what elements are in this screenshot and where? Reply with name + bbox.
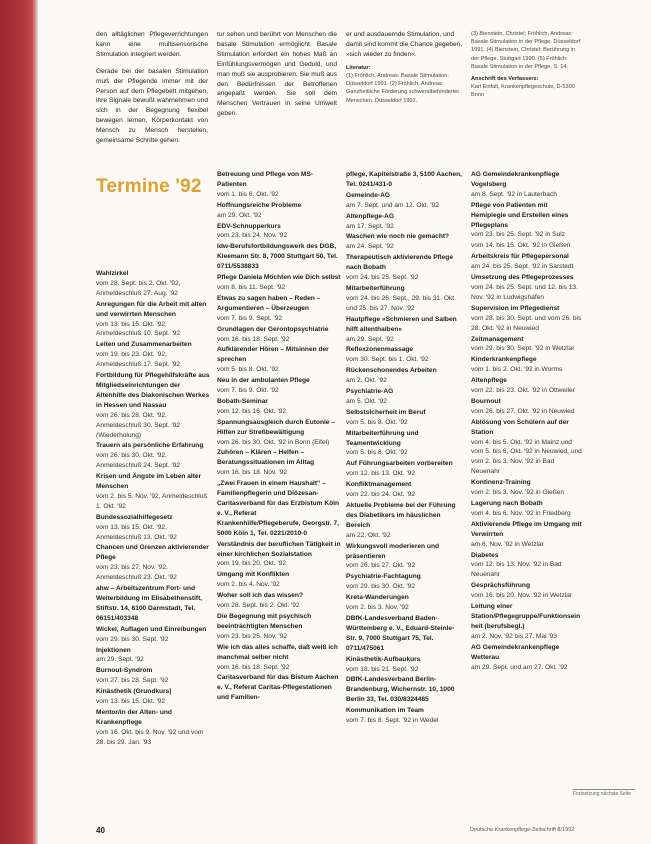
event-entry — [346, 655, 464, 675]
event-date: vom 26. bis 27. Okt. '92 in Neuwied — [471, 407, 575, 415]
event-date: vom 2. bis 3. Nov. '92 in Gießen — [471, 489, 565, 497]
event-title: Leiten und Zusammenarbeiten — [96, 341, 192, 349]
event-date: vom 14. bis 15. Okt. '92 in Gießen — [471, 242, 571, 250]
event-entry — [217, 170, 341, 200]
event-entry — [346, 408, 464, 428]
event-title: Diabetes — [471, 551, 499, 559]
event-title: Hautpflege »Schmieren und Salben hilft allenthalben« — [346, 315, 457, 333]
event-title: Ablösung von Schülern auf der Station — [471, 418, 569, 436]
event-title: AG Gemeindekrankenpflege Wetterau — [471, 643, 560, 661]
event-title: Mitarbeiterführung und Teamentwicklung — [346, 429, 419, 447]
event-entry — [471, 273, 583, 303]
event-date: vom 12. bis 13. Nov. '92 in Bad Neuenahr — [471, 561, 562, 579]
top-column-1 — [96, 30, 208, 150]
event-entry — [217, 612, 341, 642]
event-entry — [217, 673, 341, 703]
event-entry — [96, 340, 211, 370]
event-entry — [346, 284, 464, 314]
event-entry — [471, 201, 583, 241]
event-date: vom 1. bis 2. Okt. '92 in Worms — [471, 366, 563, 374]
event-title: Verständnis der beruflichen Tätigkeit in einer kirchlichen Sozialstation — [217, 540, 341, 558]
event-date: vom 1. bis 6. Okt. '92 — [217, 190, 279, 198]
top-column-4 — [471, 30, 581, 154]
event-title: AG Gemeindekrankenpflege Vogelsberg — [471, 171, 560, 188]
event-entry — [96, 646, 211, 666]
event-title: Kontinenz-Training — [471, 479, 531, 487]
event-date: vom 23. bis 25. Sept. '92 in Sulz — [471, 231, 565, 239]
event-date: vom 16. bis 18. Sept. '92 — [217, 663, 290, 671]
event-title: Bundessozialhilfegesetz — [96, 513, 173, 521]
event-date: am 2. Nov. '92 bis 27. Mai '93 — [471, 632, 557, 640]
event-title: Fortbildung für Pflegehilfskräfte aus Mitgliedseinrichtungen der Altenhilfe des Diakonischen Werkes in Hessen und Nassau — [96, 372, 210, 409]
event-entry — [471, 551, 583, 581]
event-title: Kommunikation im Team — [346, 707, 424, 715]
event-date: vom 5. bis 8. Okt. '92 — [217, 366, 279, 374]
event-date: vom 29. bis 30. Sept. '92 in Wetzlar — [471, 345, 575, 353]
event-date: vom 18. bis 21. Sept. '92 — [346, 665, 419, 673]
event-entry — [471, 418, 583, 477]
event-title: Bobath-Seminar — [217, 397, 268, 405]
event-entry — [346, 614, 464, 654]
event-date: vom 19. bis 23. Okt. '92, Anmeldeschluß 17. Sept. '92 — [96, 351, 181, 369]
event-entry — [346, 315, 464, 345]
event-entry — [471, 520, 583, 550]
event-entry — [346, 345, 464, 365]
event-entry — [217, 591, 341, 611]
events-column-2 — [217, 170, 341, 820]
event-entry — [217, 643, 341, 673]
event-title: Injektionen — [96, 646, 131, 654]
event-date: vom 26. bis 30. Okt. '92, Anmeldeschluß 24. Sept. '92 — [96, 452, 181, 470]
event-entry — [471, 376, 583, 396]
event-date: am 29. Okt. '92 — [217, 211, 262, 219]
events-column-4 — [471, 170, 583, 785]
event-title: „Zwei Frauen in einem Haushalt“ – Familienpflegerin und Diözesan-Caritasverband für das Erzbistum Köln e. V., Referat Krankenhilfe/Pflegeberufe, Georgstr. 7, 5000 Köln 1, Tel. 0221/2010-0 — [217, 480, 340, 537]
event-date: vom 22. bis 24. Okt. '92 — [346, 491, 416, 499]
event-date: vom 29. bis 30. Okt. '92 — [346, 583, 416, 591]
event-title: Supervision im Pflegedienst — [471, 304, 560, 312]
event-date: vom 2. bis 4. Nov. '92 — [217, 581, 280, 589]
event-date: vom 4. bis 6. Nov. '92 in Friedberg — [471, 509, 571, 517]
event-entry — [217, 325, 341, 345]
event-entry — [471, 643, 583, 673]
event-entry — [346, 706, 464, 726]
event-title: Spannungsausgleich durch Eutonie – Hilfen zur Streßbewältigung — [217, 418, 335, 436]
event-title: Kinästhetik (Grundkurs) — [96, 688, 172, 696]
event-entry — [346, 675, 464, 705]
event-date: vom 26. bis 30. Okt. '92 in Bonn (Eifel) — [217, 438, 330, 446]
event-title: Gemeinde-AG — [346, 191, 390, 199]
continuation-note: Fortsetzung nächste Seite — [573, 791, 632, 797]
event-date: vom 16. bis 18. Sept. '92 — [217, 335, 290, 343]
event-date: vom 7. bis 9. Sept. '92 — [217, 314, 283, 322]
event-title: Mentor/in der Alten- und Krankenpflege — [96, 708, 172, 726]
event-entry — [217, 294, 341, 324]
literature-label: Literatur: — [346, 64, 371, 71]
event-title: Burnout-Syndrom — [96, 667, 153, 675]
event-date: vom 8. bis 11. Sept. '92 — [217, 283, 286, 291]
event-date: vom 13. bis 15. Okt. '92 — [96, 698, 166, 706]
event-entry — [471, 170, 583, 200]
event-entry — [471, 335, 583, 355]
event-entry — [96, 666, 211, 686]
event-date: vom 7. bis 9. Okt. '92 — [217, 387, 279, 395]
event-date: vom 28. Sept. bis 2. Okt. '92, Anmeldeschluß 27. Aug. '92 — [96, 279, 181, 297]
event-title: Auf Führungsarbeiten vorbereiten — [346, 460, 453, 468]
event-title: Zuhören – Klären – Helfen – Beratungssituationen im Alltag — [217, 449, 315, 467]
event-title: Umsetzung des Pflegeprozesses — [471, 274, 574, 282]
footnote-rule — [573, 789, 635, 790]
event-date: vom 23. bis 25. Nov. '92 — [217, 632, 288, 640]
event-entry — [346, 593, 464, 613]
event-entry — [346, 253, 464, 283]
event-title: Caritasverband für das Bistum Aachen e. V., Referat Caritas-Pflegestationen und Familien- — [217, 674, 339, 702]
event-entry — [471, 304, 583, 334]
event-title: Anregungen für die Arbeit mit alten und verwirrten Menschen — [96, 300, 207, 318]
event-entry — [217, 448, 341, 478]
event-entry — [471, 241, 583, 251]
event-date: am 2. Okt. '92 — [346, 377, 387, 385]
event-title: Rückenschonendes Arbeiten — [346, 367, 437, 375]
event-entry — [346, 191, 464, 211]
event-title: Wickel, Auflagen und Einreibungen — [96, 625, 207, 633]
event-date: vom 7. bis 8. Sept. '92 in Wedel — [346, 717, 439, 725]
event-date: vom 29. bis 30. Sept. '92 — [96, 635, 169, 643]
event-entry — [96, 687, 211, 707]
event-title: Hoffnungsreiche Probleme — [217, 201, 302, 209]
event-title: Kreta-Wanderungen — [346, 594, 409, 602]
event-entry — [96, 371, 211, 440]
event-entry — [471, 252, 583, 272]
event-date: vom 16. bis 20. Nov. '92 in Wetzlar — [471, 592, 573, 600]
event-title: Kinästhetik-Aufbaukurs — [346, 655, 421, 663]
event-entry — [217, 242, 341, 272]
event-date: am 24. Sept. '92 — [346, 243, 394, 251]
event-title: Bournout — [471, 397, 501, 405]
event-entry — [346, 459, 464, 479]
event-entry — [217, 479, 341, 538]
event-entry — [217, 201, 341, 221]
event-title: Woher soll ich das wissen? — [217, 592, 303, 600]
event-entry — [471, 397, 583, 417]
event-date: vom 2. bis 5. Nov. '92, Anmeldeschluß 1. Okt. '92 — [96, 492, 208, 510]
literature-text: (1) Fröhlich, Andreas: Basale Stimulation. Düsseldorf 1991. (2) Fröhlich, Andreas: Ganzheitliche Förderung schwerstbehinderter Menschen. Düsseldorf 1992. — [346, 72, 460, 104]
events-column-3 — [346, 170, 464, 820]
journal-footer: Deutsche Krankenpflege-Zeitschrift 8/1992 — [470, 827, 575, 833]
event-entry — [217, 570, 341, 590]
event-title: Wahlzirkel — [96, 270, 129, 277]
event-date: am 29. Sept. '92 — [346, 335, 394, 343]
event-date: vom 5. bis 8. Okt. '92 — [346, 449, 408, 457]
event-entry — [471, 499, 583, 519]
event-title: Altenpflege-AG — [346, 212, 394, 220]
event-entry — [96, 269, 211, 299]
event-date: am 6. Nov. '92 in Wetzlar — [471, 540, 544, 548]
event-title: Leitung einer Station/Pflegegruppe/Funktionseinheit (berufsbegl.) — [471, 603, 581, 630]
event-date: vom 5. bis 8. Okt. '92 — [346, 418, 408, 426]
event-entry — [346, 366, 464, 386]
event-title: Wie ich das alles schaffe, daß weiß ich manchmal selber nicht — [217, 643, 338, 661]
event-entry — [346, 232, 464, 252]
event-date: vom 26. bis 27. Okt. '92 — [346, 562, 416, 570]
event-title: Psychiatrie-AG — [346, 388, 394, 396]
event-entry — [217, 397, 341, 417]
event-title: Gesprächsführung — [471, 582, 530, 590]
event-entry — [471, 478, 583, 498]
event-title: Psychiatrie-Fachtagung — [346, 573, 421, 581]
event-title: Konfliktmanagement — [346, 481, 412, 489]
event-date: am 5. Okt. '92 — [346, 397, 387, 405]
event-title: Die Begegnung mit psychisch beeinträchtigten Menschen — [217, 612, 312, 630]
event-date: vom 12. bis 13. Okt. '92 — [346, 470, 416, 478]
event-entry — [346, 501, 464, 541]
event-title: EDV-Schnupperkurs — [217, 222, 281, 230]
literature-text: (3) Bienstein, Christel; Fröhlich, Andreas: Basale Stimulation in der Pflege. Düsseldorf 1991. (4) Bienstein, Christel: Berührung in der Pflege. Stuttgart 1990. (5) Fröhlich: Basale Stimulation in der Pflege, S. 14. — [471, 31, 581, 70]
event-title: Aufklärender Hören – Mitsinnen der sprechen — [217, 346, 329, 364]
event-entry — [217, 273, 341, 293]
event-entry — [96, 584, 211, 624]
event-title: Reflexzonenmassage — [346, 346, 414, 354]
event-entry — [217, 376, 341, 396]
event-entry — [96, 543, 211, 583]
events-column-1 — [96, 269, 211, 821]
event-date: vom 22. bis 23. Okt. '92 in Ottweiler — [471, 387, 575, 395]
event-date: am 22. Okt. '92 — [346, 531, 391, 539]
event-title: Wirkungsvoll moderieren und präsentieren — [346, 542, 439, 560]
top-paragraph: den alltäglichen Pflegeverrichtungen kann eine multisensorische Stimulation integriert werden. — [96, 31, 208, 58]
event-date: vom 2. bis 3. Nov. '92 — [346, 604, 409, 612]
binding-spine — [0, 0, 38, 844]
event-entry — [471, 602, 583, 642]
event-date: vom 23. bis 27. Nov. '92, Anmeldeschluß 23. Okt. '92 — [96, 564, 177, 582]
event-entry — [346, 387, 464, 407]
event-title: Krisen und Ängste im Leben alter Menschen — [96, 473, 202, 491]
event-title: Mitarbeiterführung — [346, 284, 405, 292]
author-label: Anschrift des Verfassers: — [471, 76, 539, 83]
event-entry — [96, 300, 211, 340]
event-title: pflege, Kapitelstraße 3, 5100 Aachen, Tel. 0241/431-0 — [346, 171, 462, 188]
event-date: vom 24. bis 25. Sept. '92 — [346, 274, 419, 282]
event-entry — [96, 625, 211, 645]
event-entry — [346, 542, 464, 572]
event-date: vom 27. bis 28. Sept. '92 — [96, 677, 169, 685]
event-date: am 17. Sept. '92 — [346, 222, 394, 230]
event-entry — [346, 572, 464, 592]
event-title: Aktuelle Probleme bei der Führung des Diabetikers im häuslichen Bereich — [346, 502, 456, 529]
event-title: DBfK-Landesverband Berlin-Brandenburg, Wichernstr. 10, 1000 Berlin 33, Tel. 030/8324485 — [346, 676, 455, 704]
event-date: am 29. Sept. '92 — [96, 656, 144, 664]
event-date: vom 30. Sept. bis 1. Okt. '92 — [346, 356, 429, 364]
event-title: Selbstsicherheit im Beruf — [346, 408, 426, 416]
event-entry — [96, 472, 211, 512]
event-title: Chancen und Grenzen aktivierender Pflege — [96, 544, 209, 562]
event-title: Altenpflege — [471, 377, 507, 385]
event-title: Trauern als persönliche Erfahrung — [96, 442, 204, 450]
event-entry — [346, 212, 464, 232]
author-text: Karl Einfalt, Krankenpflegeschule, D-5300 Bonn — [471, 84, 575, 99]
event-date: vom 13. bis 15. Okt. '92, Anmeldeschluß 10. Sept. '92 — [96, 320, 181, 338]
page-number: 40 — [96, 826, 105, 835]
event-entry — [471, 355, 583, 375]
event-title: Idw-Berufsfortbildungswerk des DGB, Kleemann Str. 8, 7000 Stuttgart 50, Tel. 0711/5538833 — [217, 243, 338, 271]
event-title: Betreuung und Pflege von MS-Patienten — [217, 171, 313, 188]
event-title: DBfK-Landesverband Baden-Württemberg e. V., Eduard-Steinle-Str. 9, 7000 Stuttgart 75, Tel. 0711/475061 — [346, 614, 455, 652]
event-date: vom 24. bis 26. Sept., 29. bis 31. Okt. und 25. bis 27. Nov. '92 — [346, 294, 456, 312]
top-paragraph: er und ausdauernde Stimulation, und damit sind kommt die Chance gegeben, »sich wieder zu finden«. — [346, 31, 463, 58]
event-title: Waschen wie noch nie gemacht? — [346, 233, 450, 241]
event-entry — [96, 441, 211, 471]
event-date: vom 16. Okt. bis 9. Nov. '92 und vom 28. bis 29. Jan. '93 — [96, 728, 204, 746]
event-entry — [346, 480, 464, 500]
event-entry — [96, 513, 211, 543]
event-date: vom 28. bis 30. Sept. und vom 26. bis 28. Okt. '92 in Neuwied — [471, 314, 582, 332]
top-column-3 — [346, 30, 464, 154]
top-column-2 — [217, 30, 337, 150]
event-title: Grundlagen der Gerontopsychiatrie — [217, 325, 329, 333]
event-date: am 7. Sept. und am 12. Okt. '92 — [346, 201, 439, 209]
event-date: vom 19. bis 20. Okt. '92 — [217, 560, 287, 568]
event-date: am 24. bis 25. Sept. '92 in Sarstedt — [471, 263, 574, 271]
event-title: Lagerung nach Bobath — [471, 500, 543, 507]
event-date: vom 13. bis 15. Okt. '92, Anmeldeschluß 13. Okt. '92 — [96, 523, 177, 541]
event-title: Pflege Daniela Möchten wie Dich selbst — [217, 274, 341, 282]
event-title: Therapeutisch aktivierende Pflege nach Bobath — [346, 254, 454, 272]
event-title: ahw – Arbeitszentrum Fort- und Weiterbildung im Elisabethenstift, Stiftstr. 14, 6100 Darmstadt, Tel. 06151/403348 — [96, 585, 203, 622]
event-date: am 29. Sept. und am 27. Okt. '92 — [471, 663, 568, 671]
top-paragraph: tur sehen und berührt von Menschen die basale Stimulation ermöglicht. Basale Stimulation erfordert ein hohes Maß an Einfühlungsvermögen und Geduld, und man muß sie ausprobieren. Sie muß aus den Bedürfnissen der Betroffenen angepaßt werden. Sie soll dem Menschen Vertrauen in seine Umwelt geben. — [217, 31, 337, 118]
event-entry — [346, 170, 464, 190]
event-date: vom 4. bis 5. Okt. '92 in Mainz und vom 5. bis 6. Okt. '92 in Neuwied, und vom 2. bis 3. Nov. '92 in Bad Neuenahr — [471, 438, 582, 476]
event-title: Etwas zu sagen haben – Reden – Argumentieren – Überzeugen — [217, 294, 321, 312]
event-date: vom 12. bis 16. Okt. '92 — [217, 407, 287, 415]
event-entry — [346, 429, 464, 459]
event-entry — [217, 418, 341, 448]
event-title: Aktivierende Pflege im Umgang mit Verwirrten — [471, 520, 582, 538]
event-title: Zeitmanagement — [471, 335, 524, 343]
event-entry — [471, 581, 583, 601]
event-entry — [217, 222, 341, 242]
event-date: vom 26. bis 28. Okt. '92, Anmeldeschluß 30. Sept. '92 (Wiederholung) — [96, 411, 181, 439]
event-date: vom 16. bis 18. Nov. '92 — [217, 469, 288, 477]
event-date: vom 28. Sept. bis 2. Okt. '92 — [217, 602, 300, 610]
event-date: vom 24. bis 25. Sept. und 12. bis 13. Nov. '92 in Ludwigshafen — [471, 283, 579, 301]
event-title: Arbeitskreis für Pflegepersonal — [471, 253, 569, 261]
event-title: Kinderkrankenpflege — [471, 356, 537, 364]
event-entry — [217, 345, 341, 375]
section-heading: Termine '92 — [96, 176, 202, 197]
event-entry — [96, 708, 211, 748]
event-date: am 8. Sept. '92 in Lauterbach — [471, 190, 557, 198]
event-title: Pflege von Patienten mit Hemiplegie und Erstellen eines Pflegeplans — [471, 201, 569, 229]
event-title: Neu in der ambulanten Pflege — [217, 377, 310, 385]
event-date: vom 23. bis 24. Nov. '92 — [217, 232, 288, 240]
top-paragraph: Gerade bei der basalen Stimulation muß der Pflegende immer mit der Person auf dem Pflegebett mitgehen, ihre Signale bewußt wahrnehmen und sich in der Begegnung flexibel bewegen lernen, Körperkontakt von Mensch zu Mensch herstellen, gemeinsame Schritte gehen. — [96, 67, 208, 145]
event-entry — [217, 540, 341, 570]
event-title: Umgang mit Konflikten — [217, 571, 290, 579]
